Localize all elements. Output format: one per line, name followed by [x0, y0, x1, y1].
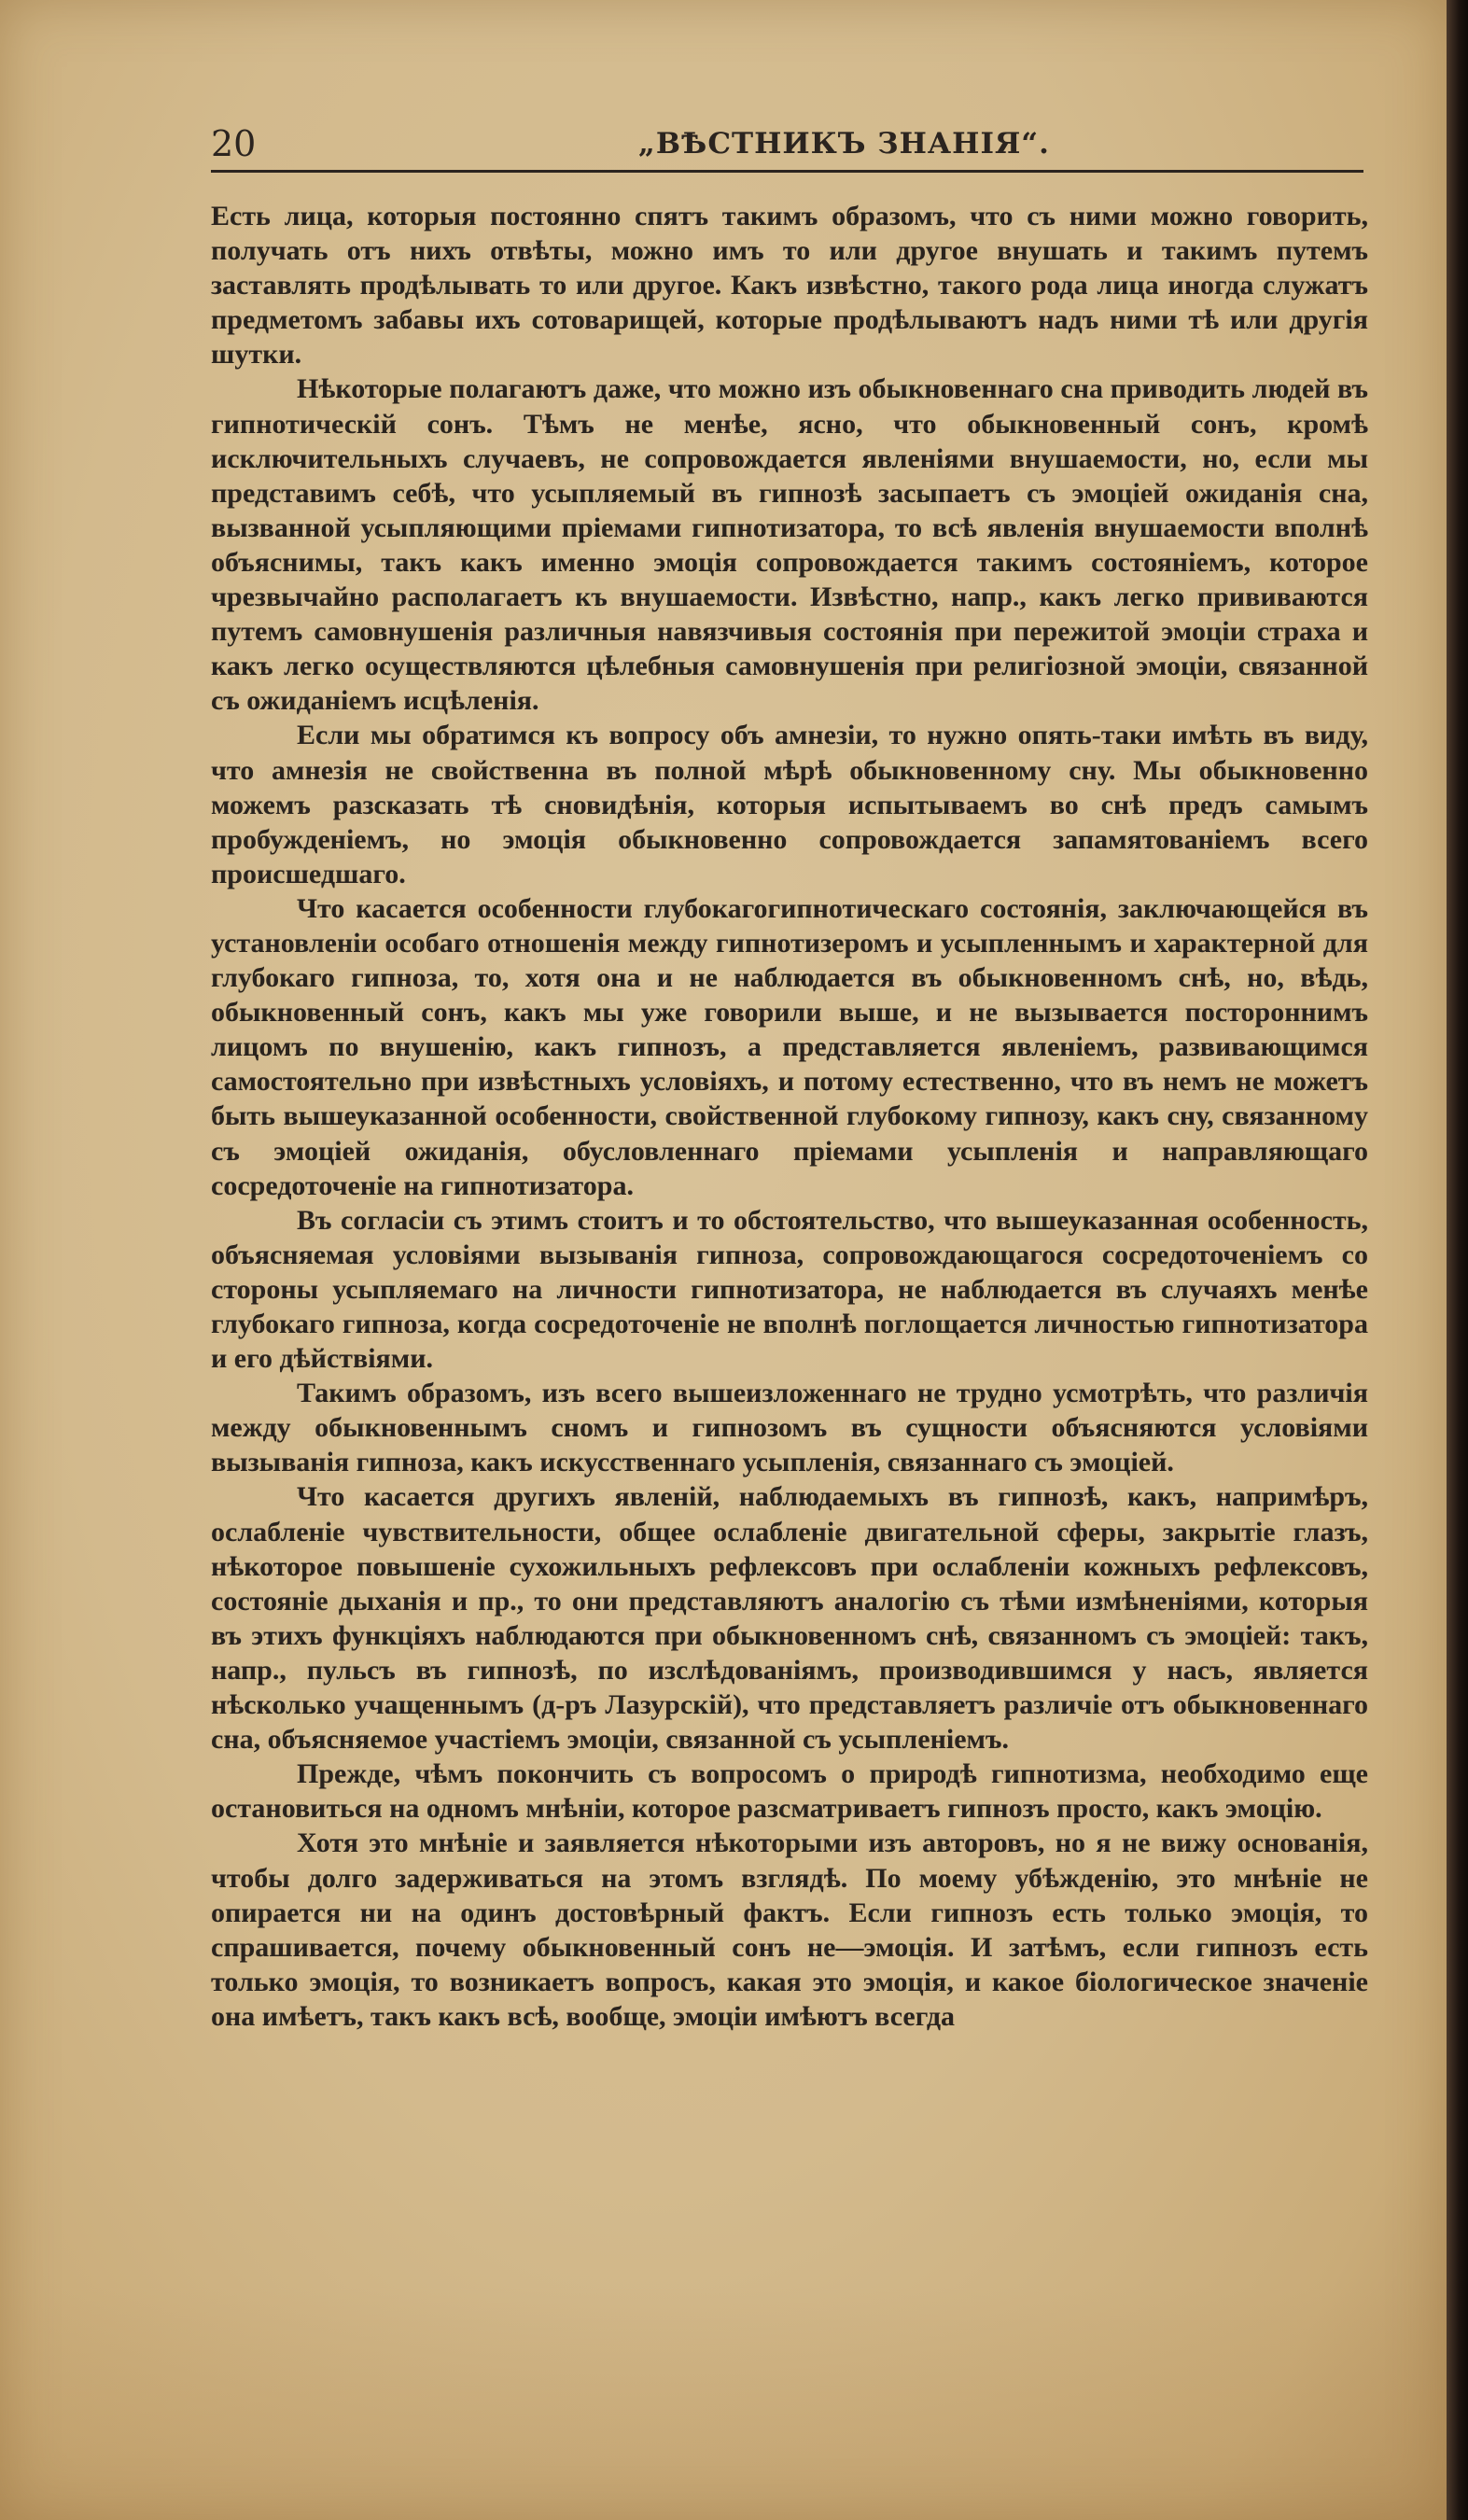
- paragraph: Что касается особенности глубокагогипнотическаго состоянія, заключающейся въ установленіи особаго отношенія между гипнотизеромъ и усыпленнымъ и характерной для глубокаго гипноза, то, хотя она и не наблюдается въ обыкновенномъ снѣ, но, вѣдь, обыкновенный сонъ, какъ мы уже говорили выше, и не вызывается постороннимъ лицомъ по внушенію, какъ гипнозъ, а представляется явленіемъ, развивающимся самостоятельно при извѣстныхъ условіяхъ, и потому естественно, что въ немъ не можетъ быть вышеуказанной особенности, свойственной глубокому гипнозу, какъ сну, связанному съ эмоціей ожиданія, обусловленнаго пріемами усыпленія и направляющаго сосредоточеніе на гипнотизатора.: [211, 892, 1368, 1201]
- paragraph: Въ согласіи съ этимъ стоитъ и то обстоятельство, что вышеуказанная особенность, объясняемая условіями вызыванія гипноза, сопровождающагося сосредоточеніемъ со стороны усыпляемаго на личности гипнотизатора, не наблюдается въ случаяхъ менѣе глубокаго гипноза, когда сосредоточеніе не вполнѣ поглощается личностью гипнотизатора и его дѣйствіями.: [211, 1204, 1368, 1375]
- paragraph: Прежде, чѣмъ покончить съ вопросомъ о природѣ гипнотизма, необходимо еще остановиться на одномъ мнѣніи, которое разсматриваетъ гипнозъ просто, какъ эмоцію.: [211, 1758, 1368, 1825]
- paper-stain: [0, 2287, 1447, 2520]
- paragraph: Что касается другихъ явленій, наблюдаемыхъ въ гипнозѣ, какъ, напримѣръ, ослабленіе чувствительности, общее ослабленіе двигательной сферы, закрытіе глазъ, нѣкоторое повышеніе сухожильныхъ рефлексовъ при ослабленіи кожныхъ рефлексовъ, состояніе дыханія и пр., то они представляютъ аналогію съ тѣми измѣненіями, которыя въ этихъ функціяхъ наблюдаются при обыкновенномъ снѣ, связанномъ съ эмоціей: такъ, напр., пульсъ въ гипнозѣ, по изслѣдованіямъ, производившимся у насъ, является нѣсколько учащеннымъ (д-ръ Лазурскій), что представляетъ различіе отъ обыкновеннаго сна, объясняемое участіемъ эмоціи, связанной съ усыпленіемъ.: [211, 1481, 1368, 1756]
- running-title: „ВѢСТНИКЪ ЗНАНІЯ“.: [638, 127, 1050, 161]
- paragraph: Хотя это мнѣніе и заявляется нѣкоторыми изъ авторовъ, но я не вижу основанія, чтобы долго задерживаться на этомъ взглядѣ. По моему убѣжденію, это мнѣніе не опирается ни на одинъ достовѣрный фактъ. Если гипнозъ есть только эмоція, то спрашивается, почему обыкновенный сонъ не—эмоція. И затѣмъ, если гипнозъ есть только эмоція, то возникаетъ вопросъ, какая это эмоція, и какое біологическое значеніе она имѣетъ, такъ какъ всѣ, вообще, эмоціи имѣютъ всегда: [211, 1827, 1368, 2032]
- paragraph: Нѣкоторые полагаютъ даже, что можно изъ обыкновеннаго сна приводить людей въ гипнотическій сонъ. Тѣмъ не менѣе, ясно, что обыкновенный сонъ, кромѣ исключительныхъ случаевъ, не сопровождается явленіями внушаемости, но, если мы представимъ себѣ, что усыпляемый въ гипнозѣ засыпаетъ съ эмоціей ожиданія сна, вызванной усыпляющими пріемами гипнотизатора, то всѣ явленія внушаемости вполнѣ объяснимы, такъ какъ именно эмоція сопровождается такимъ состояніемъ, которое чрезвычайно располагаетъ къ внушаемости. Извѣстно, напр., какъ легко прививаются путемъ самовнушенія различныя навязчивыя состоянія при пережитой эмоціи страха и какъ легко осуществляются цѣлебныя самовнушенія при религіозной эмоціи, связанной съ ожиданіемъ исцѣленія.: [211, 373, 1368, 717]
- paragraph: Такимъ образомъ, изъ всего вышеизложеннаго не трудно усмотрѣть, что различія между обыкновеннымъ сномъ и гипнозомъ въ сущности объясняются условіями вызыванія гипноза, какъ искусственнаго усыпленія, связаннаго съ эмоціей.: [211, 1378, 1368, 1478]
- paragraph: Если мы обратимся къ вопросу объ амнезіи, то нужно опять-таки имѣть въ виду, что амнезія не свойственна въ полной мѣрѣ обыкновенному сну. Мы обыкновенно можемъ разсказать тѣ сновидѣнія, которыя испытываемъ во снѣ предъ самымъ пробужденіемъ, но эмоція обыкновенно сопровождается запамятованіемъ всего происшедшаго.: [211, 720, 1368, 889]
- book-spine-edge: [1447, 0, 1468, 2520]
- page-header: [211, 119, 1363, 173]
- page-number: 20: [211, 123, 257, 164]
- body-text: [211, 199, 1368, 2034]
- paragraph: Есть лица, которыя постоянно спятъ такимъ образомъ, что съ ними можно говорить, получать отъ нихъ отвѣты, можно имъ то или другое внушать и такимъ путемъ заставлять продѣлывать то или другое. Какъ извѣстно, такого рода лица иногда служатъ предметомъ забавы ихъ сотоварищей, которые продѣлываютъ надъ ними тѣ или другія шутки.: [211, 201, 1368, 371]
